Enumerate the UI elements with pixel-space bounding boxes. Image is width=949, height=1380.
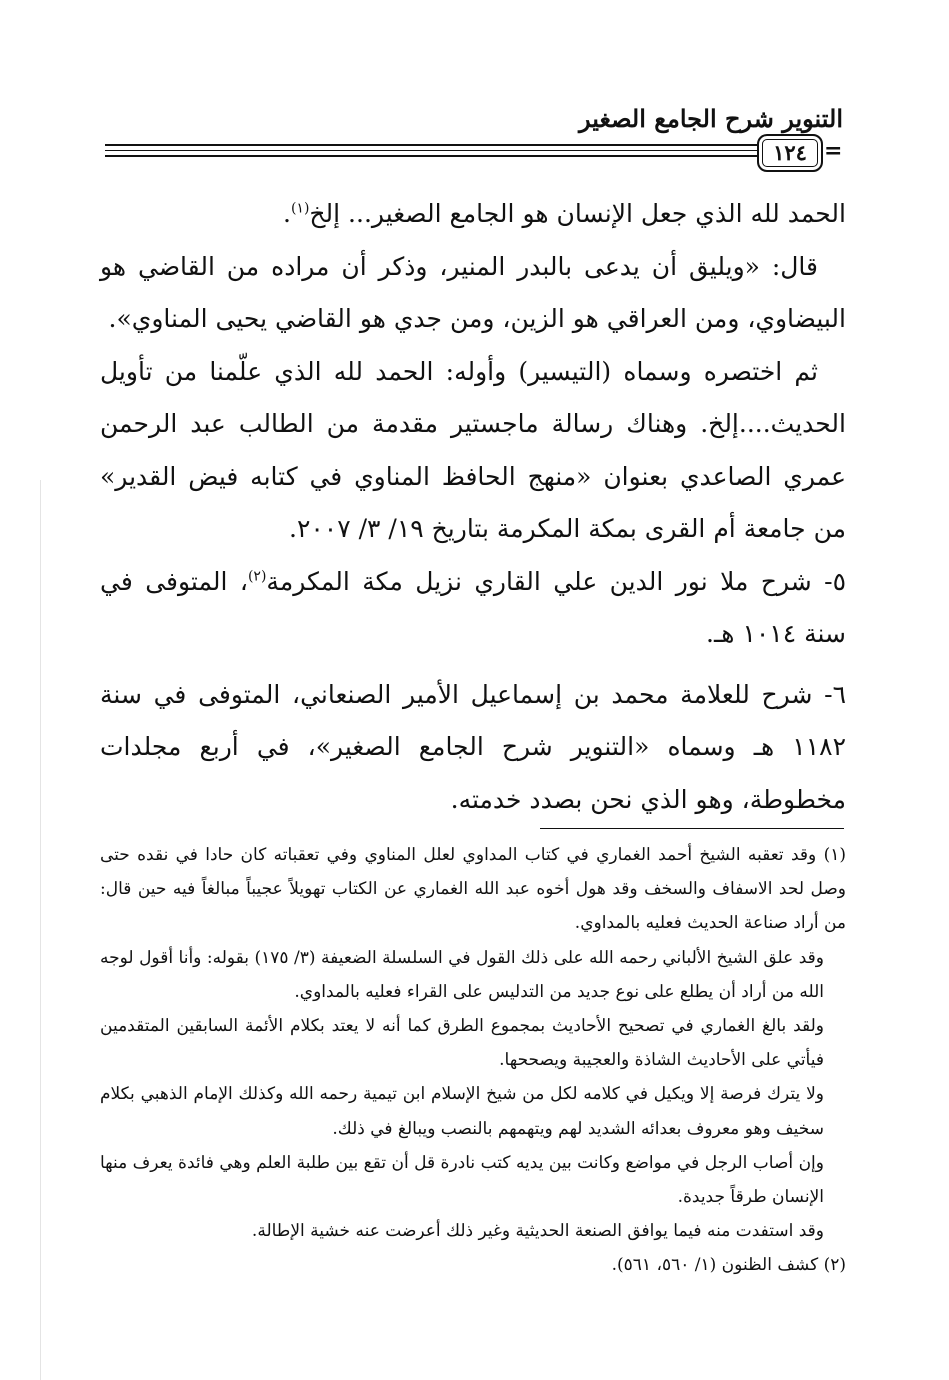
footnote: ولقد بالغ الغماري في تصحيح الأحاديث بمجموع الطرق كما أنه لا يعتد بكلام الأئمة السابقين المتقدمين فيأتي على الأحاديث الشاذة والعجيبة ويصححها. [100, 1016, 824, 1071]
footnote: (١) وقد تعقبه الشيخ أحمد الغماري في كتاب المداوي لعلل المناوي وفي تعقباته كان حادا في نقده حتى وصل لحد الاسفاف والسخف وقد هول أخوه عبد الله الغماري عن الكتاب تهويلاً عجيباً مبالغاً فيه حين قال: من أراد صناعة الحديث فعليه بالمداوي. [100, 845, 846, 934]
paragraph-text: الحمد لله الذي جعل الإنسان هو الجامع الصغير... إلخ [309, 199, 846, 228]
page-edge-line [40, 480, 41, 1380]
list-item: ٦- شرح للعلامة محمد بن إسماعيل الأمير الصنعاني، المتوفى في سنة ١١٨٢ هـ وسماه «التنوير شرح الجامع الصغير»، في أربع مجلدات مخطوطة، وهو الذي نحن بصدد خدمته. [100, 679, 846, 814]
list-item-text: ٥- شرح ملا نور الدين علي القاري نزيل مكة المكرمة [266, 566, 846, 596]
header-rule [105, 150, 759, 151]
paragraph: ثم اختصره وسماه (التيسير) وأوله: الحمد لله الذي علّمنا من تأويل الحديث....إلخ. وهناك رسالة ماجستير مقدمة من الطالب عبد الرحمن عمري الصاعدي بعنوان «منهج الحافظ المناوي في كتابه فيض القدير» من جامعة أم القرى بمكة المكرمة بتاريخ ١٩/ ٣/ ٢٠٠٧. [100, 356, 846, 543]
footnote: وإن أصاب الرجل في مواضع وكانت بين يديه كتب نادرة قل أن تقع بين طلبة العلم وهي فائدة يعرف منها الإنسان طرقاً جديدة. [100, 1152, 824, 1208]
paragraph: قال: «ويليق أن يدعى بالبدر المنير، وذكر أن مراده من القاضي هو البيضاوي، ومن العراقي هو الزين، ومن جدي هو القاضي يحيى المناوي». [100, 251, 846, 333]
footnote-separator [540, 828, 844, 829]
paragraph [100, 188, 846, 241]
paragraph-end: . [282, 199, 291, 228]
header-rule [105, 155, 759, 157]
footnote: وقد علق الشيخ الألباني رحمه الله على ذلك القول في السلسلة الضعيفة (٣/ ١٧٥) بقوله: وأنا أقول لوجه الله من أراد أن يطلع على نوع جديد من التدليس على القراء فعليه بالمداوي. [100, 947, 825, 1002]
list-item [100, 556, 846, 661]
footnote: وقد استفدت منه فيما يوافق الصنعة الحديثية وغير ذلك أعرضت عنه خشية الإطالة. [251, 1221, 824, 1242]
list-item-text: ، المتوفى في سنة ١٠١٤ هـ. [100, 566, 846, 648]
footnote-ref: (٢) [247, 568, 267, 585]
running-header-title: التنوير شرح الجامع الصغير [579, 104, 843, 133]
main-text [100, 188, 846, 826]
page-number-ornament: = [824, 138, 843, 164]
page-number: ١٢٤ [757, 134, 823, 172]
header-rule [105, 144, 759, 146]
footnotes [100, 838, 846, 1283]
footnote: ولا يترك فرصة إلا ويكيل في كلامه لكل من شيخ الإسلام ابن تيمية رحمه الله وكذلك الإمام الذهبي بكلام سخيف وهو معروف بعدائه الشديد لهم ويتهمهم بالنصب ويبالغ في ذلك. [100, 1084, 824, 1139]
footnote: (٢) كشف الظنون (١/ ٥٦٠، ٥٦١). [611, 1255, 846, 1276]
footnote-ref: (١) [290, 200, 310, 217]
